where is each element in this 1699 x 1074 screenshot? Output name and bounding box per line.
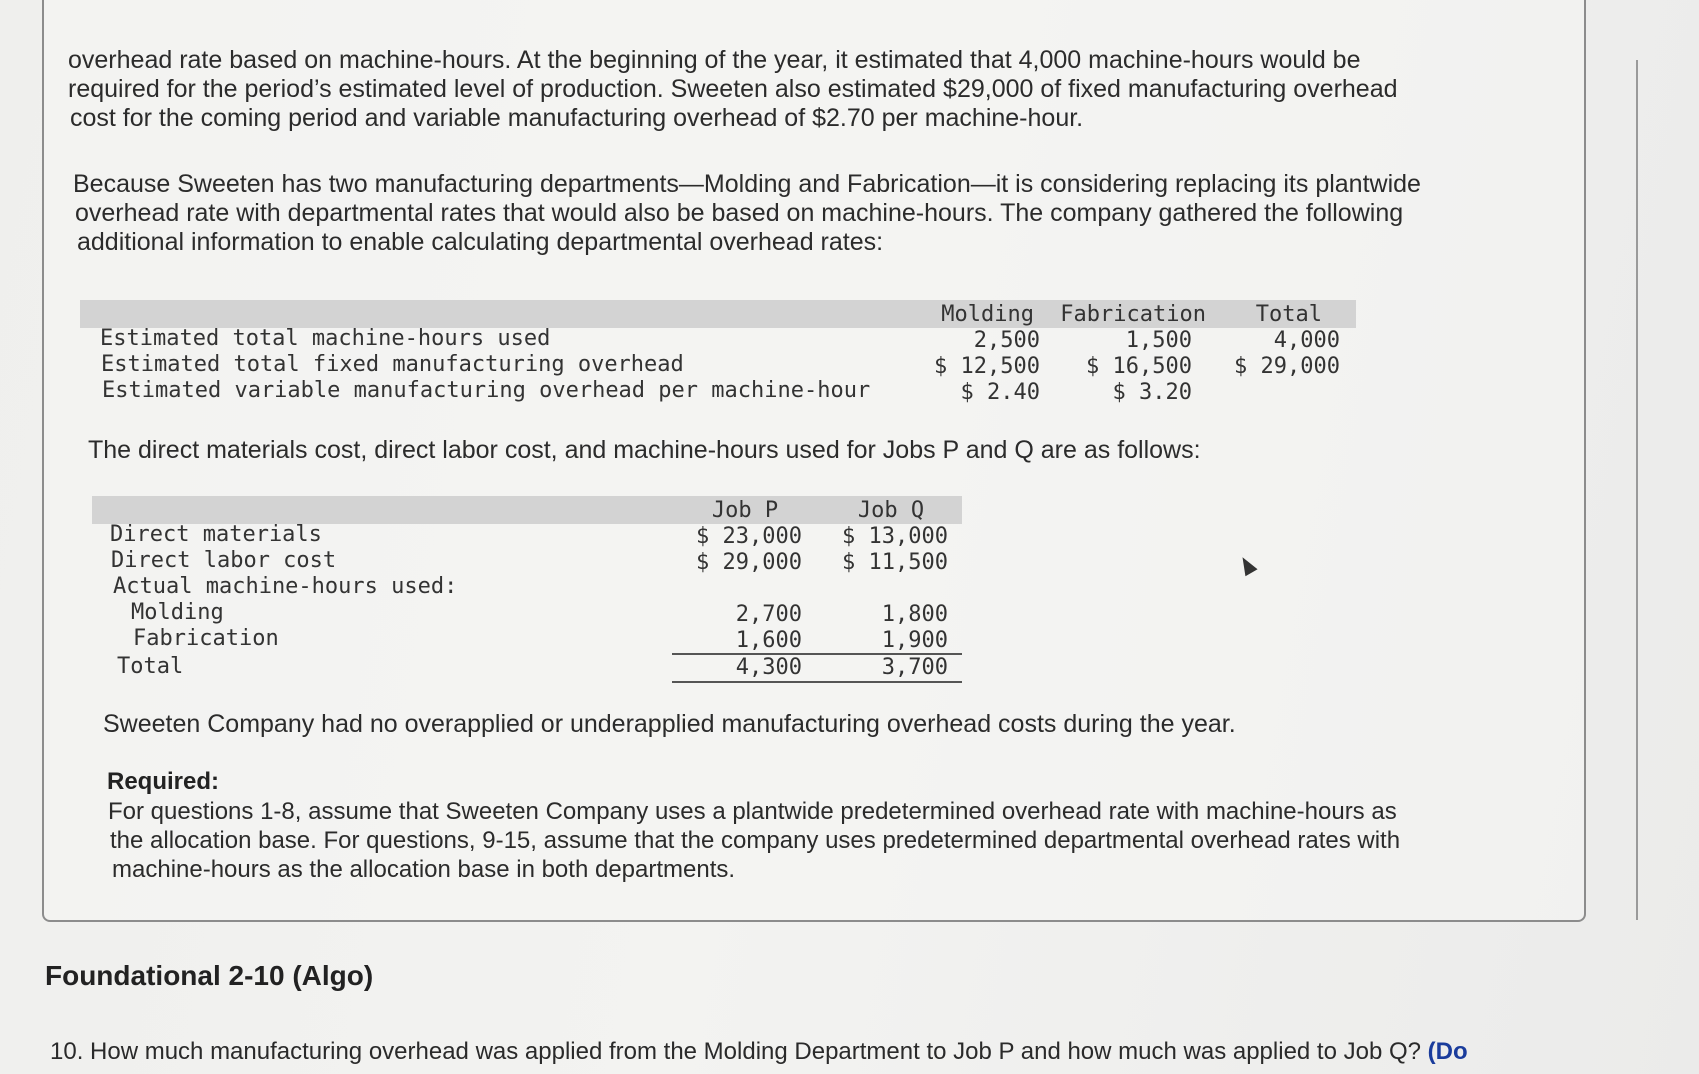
dept-cell: 4,000 [1273,328,1340,353]
dept-cell: $ 3.20 [1112,380,1192,405]
job-cell: $ 23,000 [696,524,802,549]
job-header-q: Job Q [857,498,925,523]
dept-cell: $ 2.40 [960,380,1040,405]
para2-line-2: overhead rate with departmental rates that would also be based on machine-hours. The company gathered the following [75,199,1404,227]
job-cell: $ 29,000 [696,550,802,575]
dept-header-fabrication: Fabrication [1060,302,1206,327]
dept-cell: 1,500 [1125,328,1192,353]
question-10 [50,1038,1468,1066]
question-text: 10. How much manufacturing overhead was applied from the Molding Department to Job P and how much was applied to Job Q? [50,1038,1421,1065]
job-cell: 3,700 [881,655,948,680]
question-instruction: (Do [1427,1038,1468,1065]
dept-cell: $ 16,500 [1086,354,1192,379]
job-cell: $ 11,500 [842,550,948,575]
job-cell: $ 13,000 [842,524,948,549]
job-row-label: Actual machine-hours used: [113,574,458,599]
intro-line-1: overhead rate based on machine-hours. At the beginning of the year, it estimated that 4,000 machine-hours would be [68,46,1361,74]
job-cell: 1,800 [881,602,948,627]
required-line-3: machine-hours as the allocation base in both departments. [112,856,736,883]
dept-row-label: Estimated variable manufacturing overhead per machine-hour [102,378,871,403]
job-row-label: Direct labor cost [111,548,337,573]
dept-row-label: Estimated total machine-hours used [100,326,551,351]
dept-cell: $ 12,500 [934,354,1040,379]
job-header-p: Job P [711,498,779,523]
foundational-title: Foundational 2-10 (Algo) [45,960,374,991]
dept-header-molding: Molding [941,302,1034,327]
job-row-label: Molding [131,600,224,625]
job-cell: 2,700 [735,602,802,627]
required-line-1: For questions 1-8, assume that Sweeten Company uses a plantwide predetermined overhead rate with machine-hours as [108,798,1397,825]
job-row-label: Fabrication [133,626,279,651]
dept-cell: $ 29,000 [1234,354,1340,379]
para2-line-3: additional information to enable calculating departmental overhead rates: [77,228,884,256]
total-rule-bottom [672,681,962,683]
required-line-2: the allocation base. For questions, 9-15, assume that the company uses predetermined departmental overhead rates with [110,827,1401,854]
job-cell: 1,900 [881,628,948,653]
dept-row-label: Estimated total fixed manufacturing overhead [101,352,684,377]
intro-line-2: required for the period’s estimated level of production. Sweeten also estimated $29,000 of fixed manufacturing overhead [68,75,1398,103]
intro-line-3: cost for the coming period and variable manufacturing overhead of $2.70 per machine-hour. [70,104,1084,132]
job-table-header-bar [92,496,962,524]
job-cell: 4,300 [735,655,802,680]
para2-line-1: Because Sweeten has two manufacturing departments—Molding and Fabrication—it is considering replacing its plantwide [73,170,1421,198]
job-cell: 1,600 [735,628,802,653]
job-row-label: Direct materials [110,522,322,547]
no-over-underapplied-note: Sweeten Company had no overapplied or underapplied manufacturing overhead costs during the year. [103,710,1236,738]
panel-edge [1636,60,1638,920]
dept-header-total: Total [1255,302,1322,327]
dept-cell: 2,500 [973,328,1040,353]
jobs-intro: The direct materials cost, direct labor cost, and machine-hours used for Jobs P and Q are as follows: [88,436,1201,464]
job-row-label: Total [117,654,184,679]
required-heading: Required: [107,768,220,795]
